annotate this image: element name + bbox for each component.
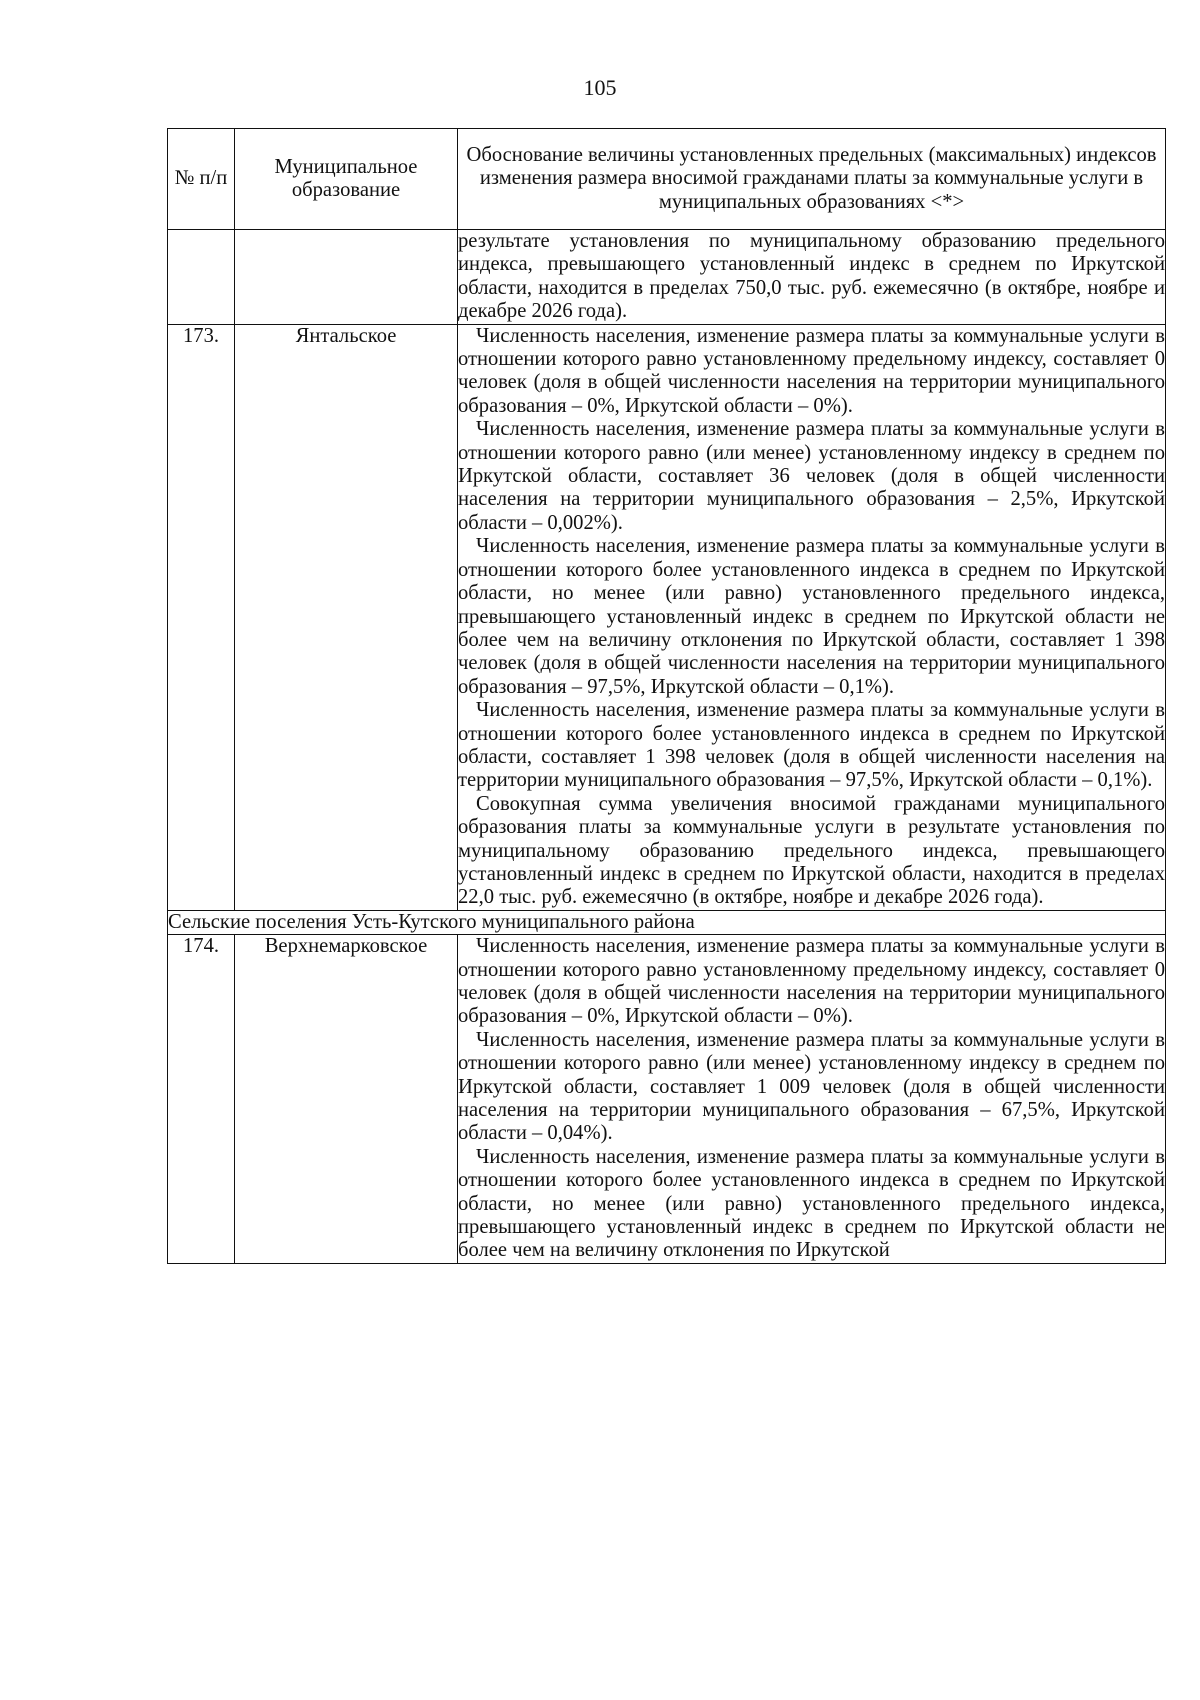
header-justification: Обоснование величины установленных предельных (максимальных) индексов изменения размера вносимой гражданами платы за коммунальные услуги в муниципальных образованиях <*> bbox=[458, 129, 1166, 230]
page-number: 105 bbox=[583, 75, 617, 100]
row-municipality: Верхнемарковское bbox=[235, 935, 458, 1264]
justification-paragraph: Численность населения, изменение размера платы за коммунальные услуги в отношении которого равно (или менее) установленному индексу в среднем по Иркутской области, составляет 1 009 человек (доля в общей численности населения на территории муниципального образования – 67,5%, Иркутской области – 0,04%). bbox=[458, 1028, 1165, 1145]
row-municipality bbox=[235, 230, 458, 325]
justification-paragraph: Численность населения, изменение размера платы за коммунальные услуги в отношении которого равно установленному предельному индексу, составляет 0 человек (доля в общей численности населения на территории муниципального образования – 0%, Иркутской области – 0%). bbox=[458, 935, 1165, 1028]
justification-paragraph: Численность населения, изменение размера платы за коммунальные услуги в отношении которого более установленного индекса в среднем по Иркутской области, составляет 1 398 человек (доля в общей численности населения на территории муниципального образования – 97,5%, Иркутской области – 0,1%). bbox=[458, 699, 1165, 792]
header-municipality: Муниципальное образование bbox=[235, 129, 458, 230]
row-municipality: Янтальское bbox=[235, 324, 458, 910]
justification-paragraph: Численность населения, изменение размера платы за коммунальные услуги в отношении которого равно (или менее) установленному индексу в среднем по Иркутской области, составляет 36 человек (доля в общей численности населения на территории муниципального образования – 2,5%, Иркутской области – 0,002%). bbox=[458, 418, 1165, 534]
section-row bbox=[168, 910, 1166, 934]
justification-paragraph: Численность населения, изменение размера платы за коммунальные услуги в отношении которого более установленного индекса в среднем по Иркутской области, но менее (или равно) установленного предельного индекса, превышающего установленный индекс в среднем по Иркутской области не более чем на величину отклонения по Иркутской области, составляет 1 398 человек (доля в общей численности населения на территории муниципального образования – 97,5%, Иркутской области – 0,1%). bbox=[458, 535, 1165, 698]
row-justification bbox=[458, 935, 1166, 1264]
justification-paragraph: результате установления по муниципальному образованию предельного индекса, превышающего установленный индекс в среднем по Иркутской области, находится в пределах 750,0 тыс. руб. ежемесячно (в октябре, ноябре и декабре 2026 года). bbox=[458, 230, 1165, 323]
table-row bbox=[168, 935, 1166, 1264]
table-row bbox=[168, 230, 1166, 325]
table-header-row bbox=[168, 129, 1166, 230]
justification-paragraph: Совокупная сумма увеличения вносимой гражданами муниципального образования платы за коммунальные услуги в результате установления по муниципальному образованию предельного индекса, превышающего установленный индекс в среднем по Иркутской области, находится в пределах 22,0 тыс. руб. ежемесячно (в октябре, ноябре и декабре 2026 года). bbox=[458, 792, 1165, 909]
row-number bbox=[168, 230, 235, 325]
row-number: 173. bbox=[168, 324, 235, 910]
row-justification bbox=[458, 230, 1166, 325]
row-number: 174. bbox=[168, 935, 235, 1264]
row-justification bbox=[458, 324, 1166, 910]
justification-paragraph: Численность населения, изменение размера платы за коммунальные услуги в отношении которого более установленного индекса в среднем по Иркутской области, но менее (или равно) установленного предельного индекса, превышающего установленный индекс в среднем по Иркутской области не более чем на величину отклонения по Иркутской bbox=[458, 1145, 1165, 1262]
justification-table bbox=[167, 128, 1166, 1264]
section-title: Сельские поселения Усть-Кутского муниципального района bbox=[168, 910, 1166, 934]
justification-paragraph: Численность населения, изменение размера платы за коммунальные услуги в отношении которого равно установленному предельному индексу, составляет 0 человек (доля в общей численности населения на территории муниципального образования – 0%, Иркутской области – 0%). bbox=[458, 324, 1165, 417]
table-row bbox=[168, 324, 1166, 910]
header-num: № п/п bbox=[168, 129, 235, 230]
